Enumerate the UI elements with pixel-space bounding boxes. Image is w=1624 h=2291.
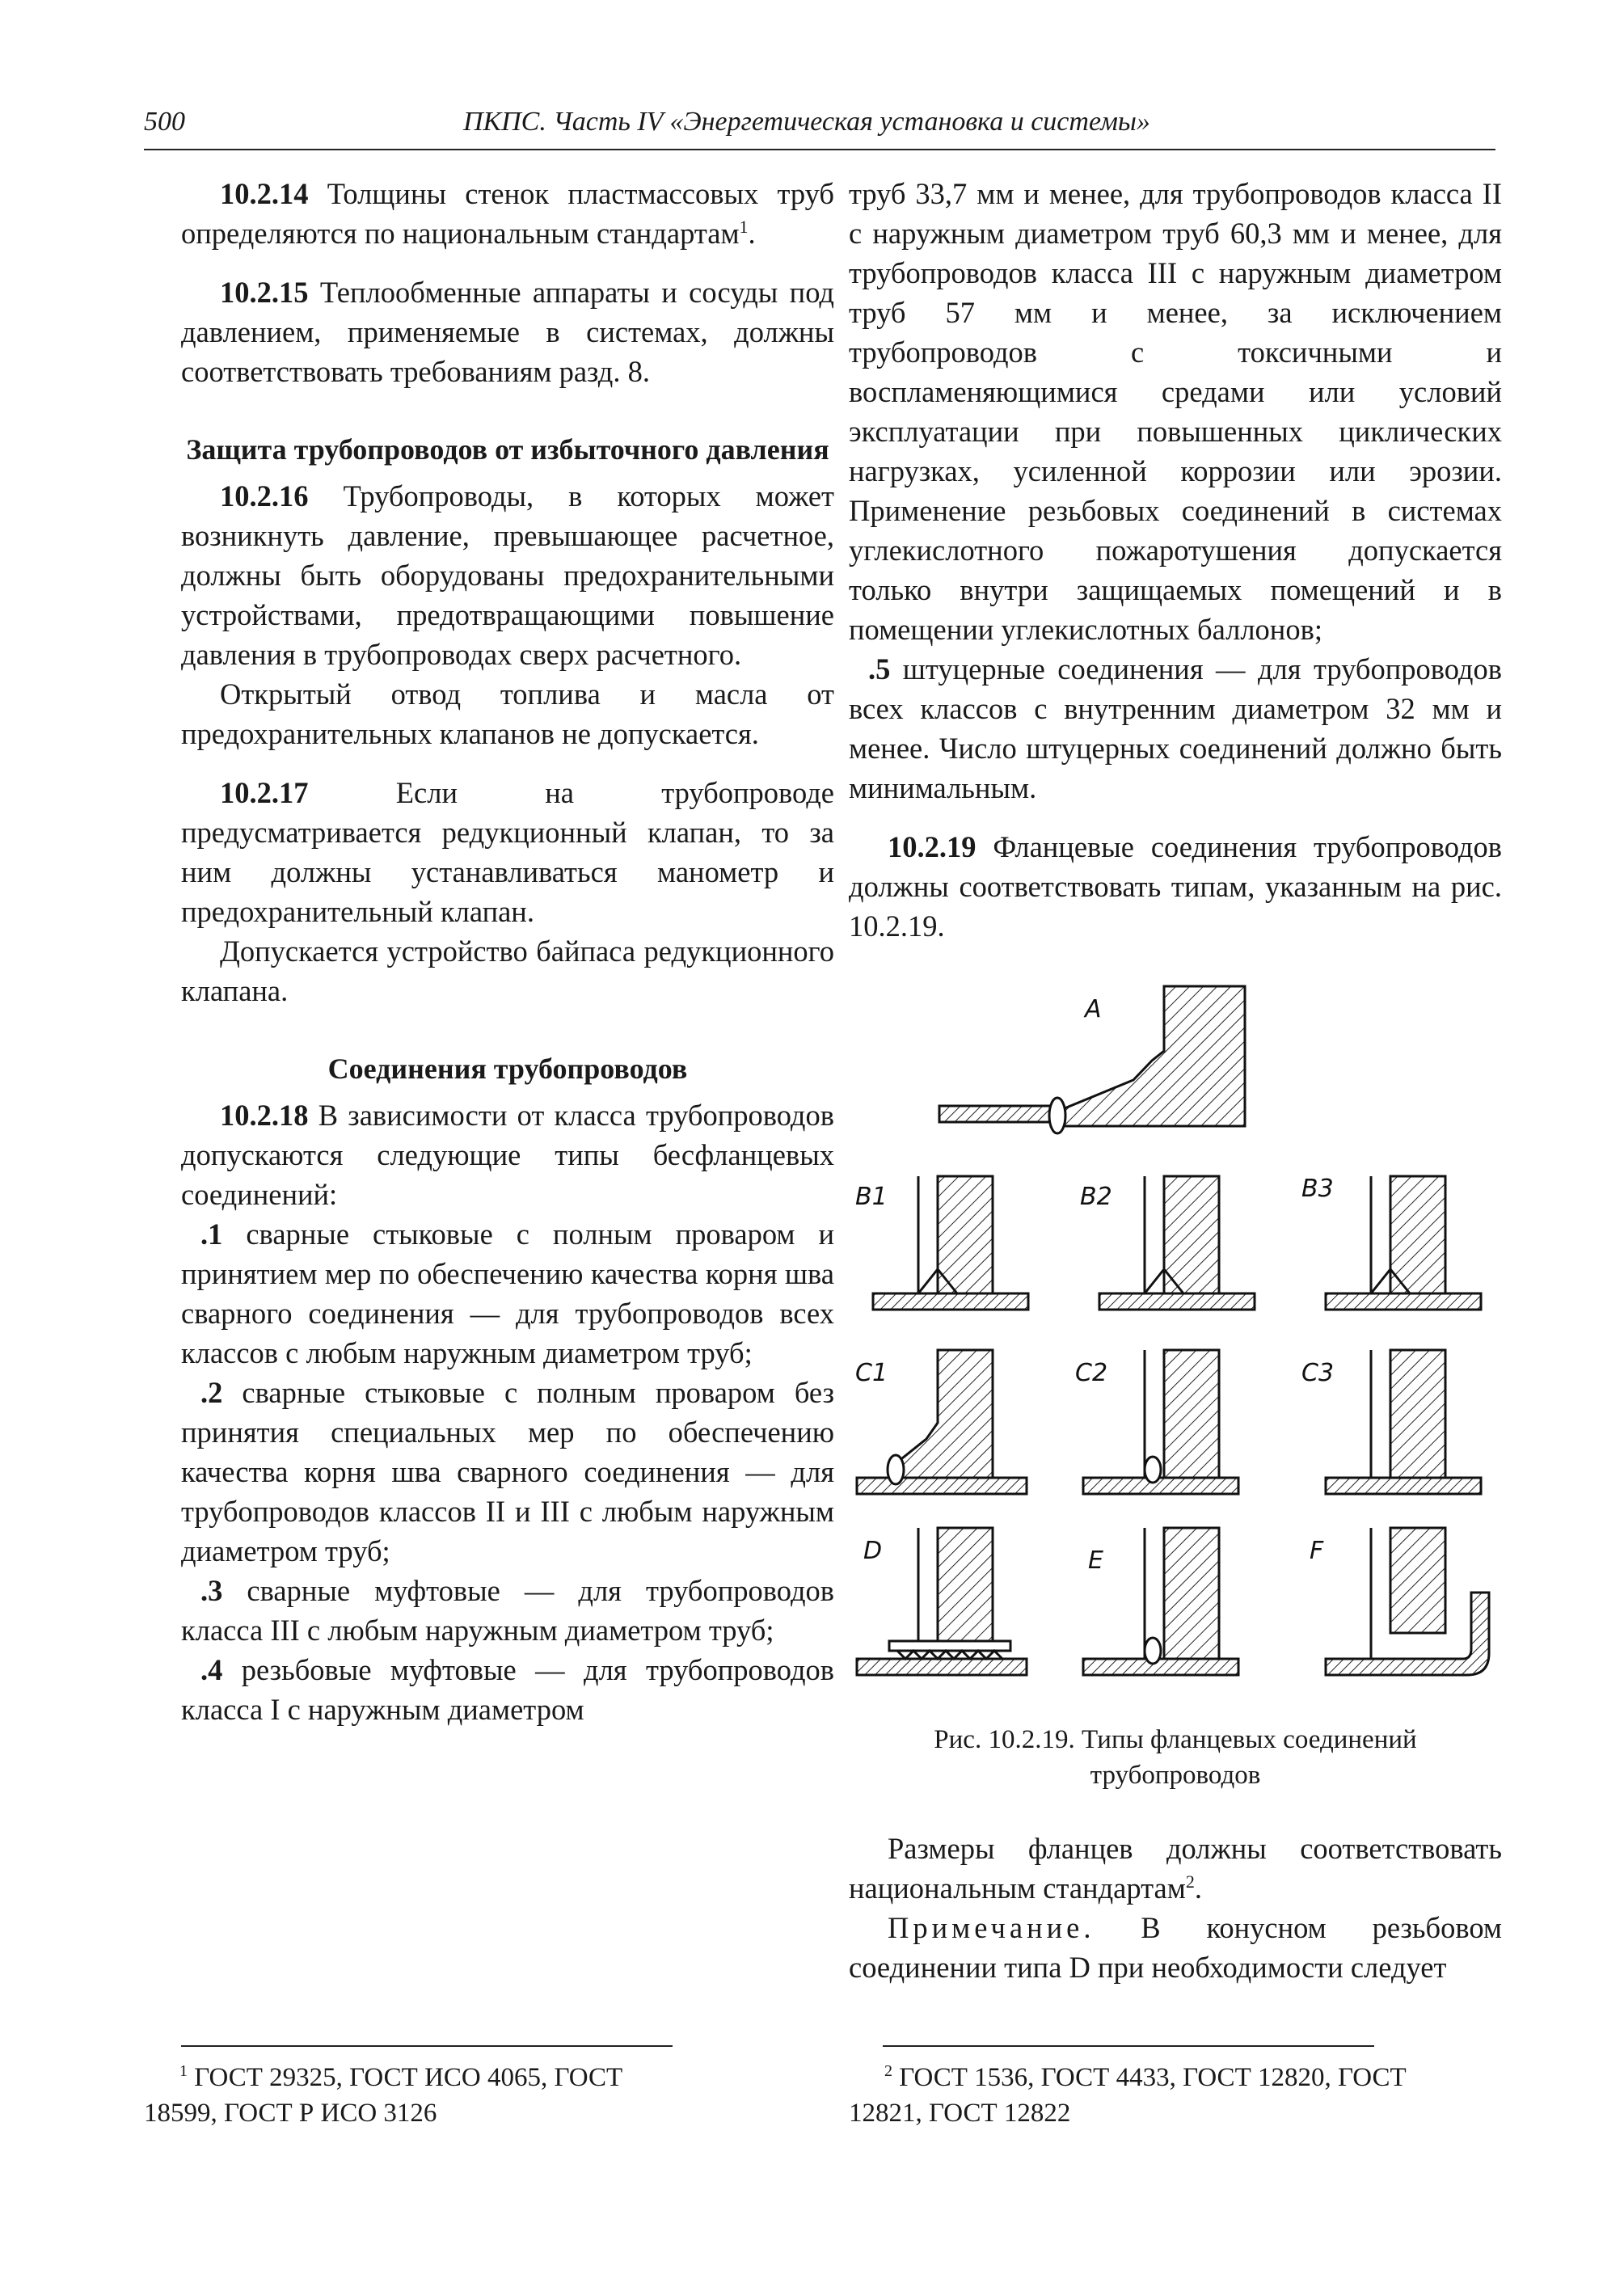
footnote-1: $^1$ ГОСТ 29325, ГОСТ ИСО 4065, ГОСТ 18599, ГОСТ Р ИСО 3126: [144, 2062, 623, 2128]
paragraph-10-2-16: 10.2.16 Трубопроводы, в которых может возникнуть давление, превышающее расчетное, должны быть оборудованы предохранительными устройствами, предотвращающими повышение давления в трубопроводах сверх расчетного.: [181, 479, 834, 671]
paragraph-10-2-18: 10.2.18 В зависимости от класса трубопроводов допускаются следующие типы бесфланцевых соединений:: [181, 1099, 834, 1211]
label-B2: B2: [1080, 1183, 1112, 1211]
paragraph-10-2-14: 10.2.14 Толщины стенок пластмассовых труб определяются по национальным стандартам$^1$.: [181, 177, 834, 250]
footnote-2: $^2$ ГОСТ 1536, ГОСТ 4433, ГОСТ 12820, ГОСТ 12821, ГОСТ 12822: [849, 2062, 1407, 2128]
paragraph-bypass: Допускается устройство байпаса редукционного клапана.: [181, 935, 834, 1007]
paragraph-10-2-15: 10.2.15 Теплообменные аппараты и сосуды под давлением, применяемые в системах, должны соответствовать требованиям разд. 8.: [181, 276, 834, 388]
page-number: 500: [144, 107, 185, 137]
list-item-5: .5 штуцерные соединения — для трубопроводов всех классов с внутренним диаметром 32 мм и менее. Число штуцерных соединений должно быть минимальным.: [849, 652, 1502, 804]
paragraph-10-2-17: 10.2.17 Если на трубопроводе предусматривается редукционный клапан, то за ним должны устанавливаться манометр и предохранительный клапан.: [181, 776, 834, 928]
list-item-4: .4 резьбовые муфтовые — для трубопроводов класса I с наружным диаметром: [181, 1653, 834, 1726]
paragraph-open-drain: Открытый отвод топлива и масла от предохранительных клапанов не допускается.: [181, 677, 834, 750]
label-A: A: [1085, 995, 1102, 1023]
figure-caption: Рис. 10.2.19. Типы фланцевых соединений трубопроводов: [934, 1725, 1417, 1790]
label-B1: B1: [855, 1183, 888, 1211]
flange-types-figure: [849, 970, 1502, 1714]
label-C2: C2: [1075, 1359, 1108, 1387]
footnote-rule-left: [181, 2045, 673, 2047]
section-heading-connections: Соединения трубопроводов: [327, 1053, 688, 1085]
label-B3: B3: [1301, 1175, 1334, 1203]
running-title: ПКПС. Часть IV «Энергетическая установка и системы»: [463, 107, 1150, 137]
section-heading-overpressure: Защита трубопроводов от избыточного давления: [186, 433, 829, 466]
list-item-3: .3 сварные муфтовые — для трубопроводов класса III с любым наружным диаметром труб;: [181, 1574, 834, 1647]
note-paragraph: Примечание. В конусном резьбовом соединении типа D при необходимости следует: [849, 1911, 1502, 1984]
list-item-2: .2 сварные стыковые с полным проваром без принятия специальных мер по обеспечению качества корня шва сварного соединения — для трубопроводов классов II и III с любым наружным диаметром труб;: [181, 1376, 834, 1567]
label-F: F: [1310, 1537, 1324, 1565]
right-column: [849, 174, 1502, 1987]
footnote-ref-2: 2: [1185, 1871, 1195, 1892]
footnote-rule-right: [883, 2045, 1374, 2047]
paragraph-flange-sizes: Размеры фланцев должны соответствовать национальным стандартам$^2$.: [849, 1832, 1502, 1905]
footnote-ref-1: 1: [739, 216, 749, 237]
label-D: D: [863, 1537, 883, 1565]
paragraph-10-2-19: 10.2.19 Фланцевые соединения трубопроводов должны соответствовать типам, указанным на рис. 10.2.19.: [849, 830, 1502, 943]
label-E: E: [1088, 1546, 1103, 1575]
label-C3: C3: [1301, 1359, 1335, 1387]
note-label: Примечание.: [888, 1911, 1095, 1944]
list-item-4-continued: труб 33,7 мм и менее, для трубопроводов класса II с наружным диаметром труб 60,3 мм и менее, для трубопроводов класса III с наружным диаметром труб 57 мм и менее, за исключением трубопроводов с токсичными и воспламеняющимися средами или условий эксплуатации при повышенных циклических нагрузках, усиленной коррозии или эрозии. Применение резьбовых соединений в системах углекислотного пожаротушения допускается только внутри защищаемых помещений и в помещении углекислотных баллонов;: [849, 177, 1502, 646]
label-C1: C1: [855, 1359, 888, 1387]
left-column: [181, 174, 834, 1729]
running-header: [144, 107, 1495, 150]
list-item-1: .1 сварные стыковые с полным проваром и принятием мер по обеспечению качества корня шва сварного соединения — для трубопроводов всех классов с любым наружным диаметром труб;: [181, 1217, 834, 1369]
